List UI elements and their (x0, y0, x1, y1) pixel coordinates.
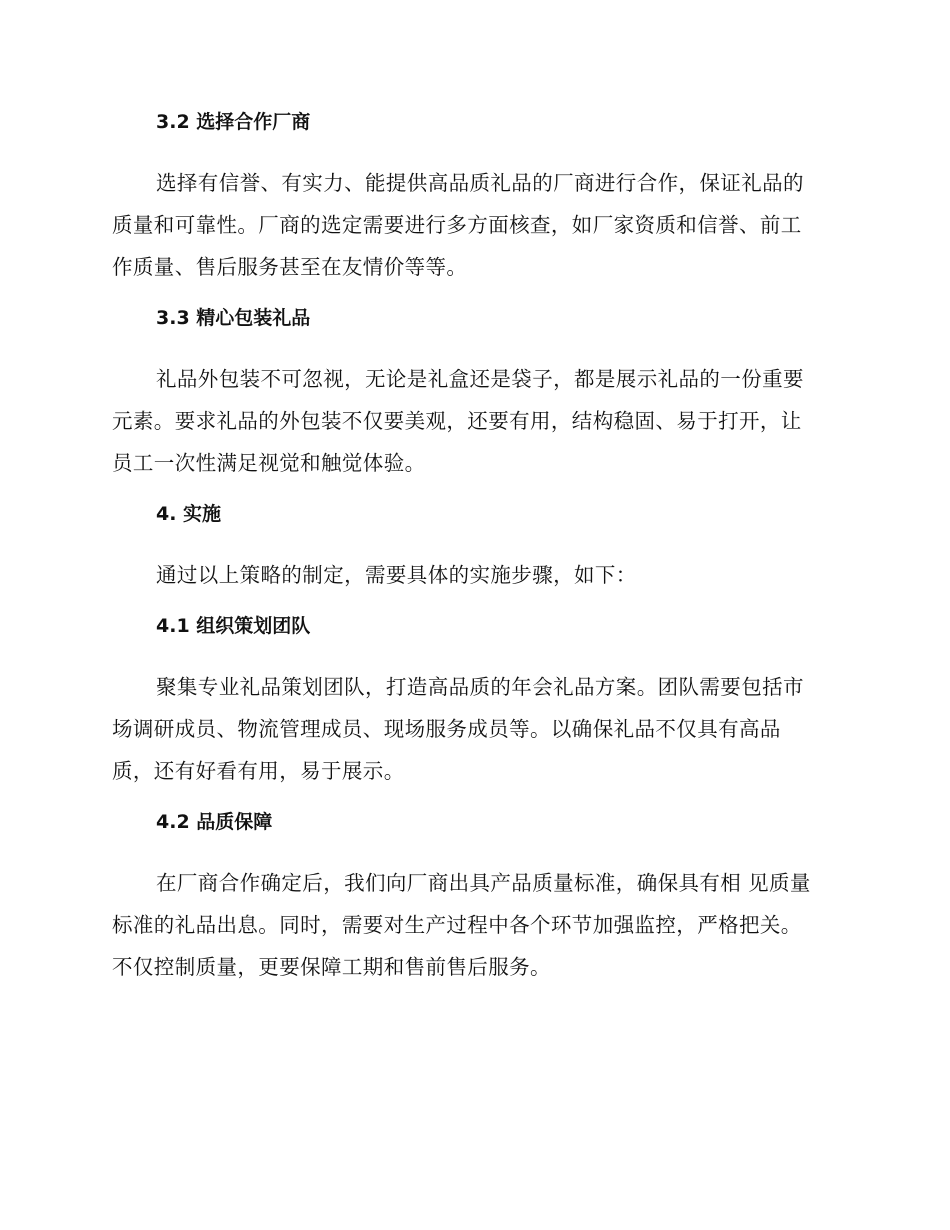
paragraph-line: 聚集专业礼品策划团队，打造高品质的年会礼品方案。团队需要包括市 (156, 675, 804, 699)
paragraph-line: 礼品外包装不可忽视，无论是礼盒还是袋子，都是展示礼品的一份重要 (156, 367, 804, 391)
paragraph-line: 场调研成员、物流管理成员、现场服务成员等。以确保礼品不仅具有高品 (112, 717, 781, 741)
paragraph-line: 员工一次性满足视觉和触觉体验。 (112, 451, 426, 475)
paragraph-line: 通过以上策略的制定，需要具体的实施步骤，如下： (156, 563, 637, 587)
section-paragraph-4-2 (112, 862, 838, 988)
section-paragraph-3-2 (112, 162, 838, 288)
paragraph-line: 元素。要求礼品的外包装不仅要美观，还要有用，结构稳固、易于打开，让 (112, 409, 802, 433)
paragraph-line: 选择有信誉、有实力、能提供高品质礼品的厂商进行合作，保证礼品的 (156, 171, 804, 195)
paragraph-line: 质，还有好看有用，易于展示。 (112, 759, 405, 783)
paragraph-line: 在厂商合作确定后，我们向厂商出具产品质量标准，确保具有相 见质量 (156, 871, 811, 895)
paragraph-line: 质量和可靠性。厂商的选定需要进行多方面核查，如厂家资质和信誉、前工 (112, 213, 802, 237)
section-paragraph-4-1 (112, 666, 838, 792)
section-heading-3-3: 3.3 精心包装礼品 (156, 307, 311, 329)
document-body (112, 108, 838, 1004)
section-paragraph-4 (112, 554, 838, 596)
section-heading-4: 4. 实施 (156, 503, 222, 525)
paragraph-line: 作质量、售后服务甚至在友情价等等。 (112, 255, 468, 279)
section-heading-3-2: 3.2 选择合作厂商 (156, 111, 311, 133)
paragraph-line: 不仅控制质量，更要保障工期和售前售后服务。 (112, 955, 551, 979)
paragraph-line: 标准的礼品出息。同时，需要对生产过程中各个环节加强监控，严格把关。 (112, 913, 802, 937)
section-heading-4-1: 4.1 组织策划团队 (156, 615, 311, 637)
section-heading-4-2: 4.2 品质保障 (156, 811, 273, 833)
section-paragraph-3-3 (112, 358, 838, 484)
